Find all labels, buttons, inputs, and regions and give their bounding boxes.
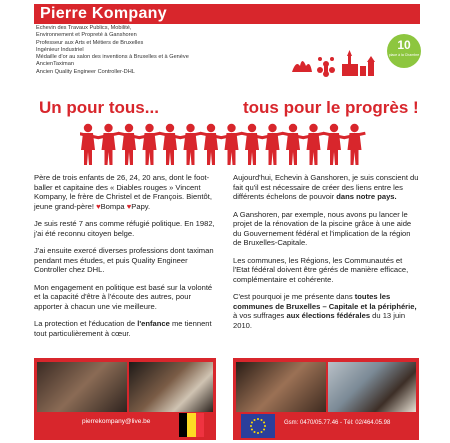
headline-right: tous pour le progrès ! (243, 98, 419, 117)
title-line: AncienTaximan (36, 61, 74, 68)
paragraph-career: J'ai ensuite exercé diverses professions dont taximan pendant mes études, et puis Quality Engineer Controller chez DHL. (34, 246, 214, 274)
right-column (233, 173, 419, 338)
text: me tiennent tout particulièrement à cœur. (34, 319, 212, 338)
paragraph-children (34, 319, 220, 338)
brussels-landmarks-icon (290, 50, 380, 80)
paragraph-communes: Les communes, les Régions, les Communautés et l'Etat fédéral doivent être gérés de manière efficace, complémentaire et cohérente. (233, 255, 409, 284)
paragraph-echevin (233, 173, 419, 202)
paragraph-piscine: A Ganshoren, par exemple, nous avons pu lancer le projet de la rénovation de la piscine grâce à une aide du Gouvernement fédéral et l'implication de la région de Bruxelles-Capitale. (233, 209, 412, 247)
title-line: Ingénieur Industriel (36, 46, 84, 53)
eu-flag-icon (241, 414, 275, 438)
text: Aujourd'hui, Echevin à Ganshoren, je suis conscient du fait qu'il est nécessaire de créer des liens entre les différents échelons de pouvoir (233, 173, 419, 201)
phone-contact: Gsm: 0470/05.77.46 - Tél: 02/464.05.98 (284, 420, 391, 426)
left-column (34, 173, 220, 346)
text: Papy. (131, 201, 151, 211)
text-bold: aux élections fédérales (286, 311, 371, 320)
text: C'est pourquoi je me présente dans (233, 292, 355, 301)
candidate-titles (36, 25, 276, 76)
headline-left: Un pour tous... (39, 98, 159, 117)
text-bold: l'enfance (137, 319, 170, 328)
text-bold: toutes les communes de Bruxelles – Capitale et la périphérie, (233, 292, 417, 311)
text: La protection et l'éducation de (34, 319, 138, 328)
title-line: Environnement et Propreté à Ganshoren (36, 32, 137, 39)
photo-crowd (328, 362, 416, 412)
holding-hands-figures-icon (80, 122, 372, 167)
text: Bompa (100, 201, 125, 211)
photo-group (129, 362, 213, 412)
paragraph-family (34, 173, 220, 211)
title-line: Ancien Quality Engineer Controller-DHL (36, 68, 135, 75)
title-line: Médaille d'or au salon des inventions à Bruxelles et à Genève (36, 54, 189, 61)
heart-icon: ♥ (126, 201, 132, 211)
belgium-flag-icon (179, 413, 204, 437)
badge-subtitle: place à la Chambre (388, 53, 420, 57)
paragraph-engagement: Mon engagement en politique est basé sur la volonté et la capacité d'être à l'écoute des autres, pour apporter à chacun une vie meilleure. (34, 282, 213, 311)
paragraph-elections (233, 292, 419, 330)
photo-couple (236, 362, 326, 412)
email-address[interactable]: pierrekompany@live.be (82, 418, 151, 425)
candidate-name: Pierre Kompany (40, 5, 167, 22)
text: à vos suffrages (233, 311, 287, 320)
text: Père de trois enfants de 26, 24, 20 ans, dont le foot-baller et capitaine des « Diables rouges » Vincent Kompany, le frère de Christel et de François. Bientôt, jeune grand-père! (34, 173, 212, 211)
text-bold: dans notre pays. (336, 192, 397, 201)
title-line: Professeur aux Arts et Métiers de Bruxelles (36, 39, 144, 46)
text: du 13 juin 2010. (233, 311, 406, 330)
heart-icon: ♥ (96, 201, 101, 211)
photo-family (37, 362, 127, 412)
title-line: Echevin des Travaux Publics, Mobilité, (36, 25, 132, 31)
list-position-badge (387, 34, 421, 68)
paragraph-refugee: Je suis resté 7 ans comme réfugié politique. En 1982, j'ai été reconnu citoyen belge. (34, 219, 215, 238)
badge-number: 10 (397, 38, 411, 52)
